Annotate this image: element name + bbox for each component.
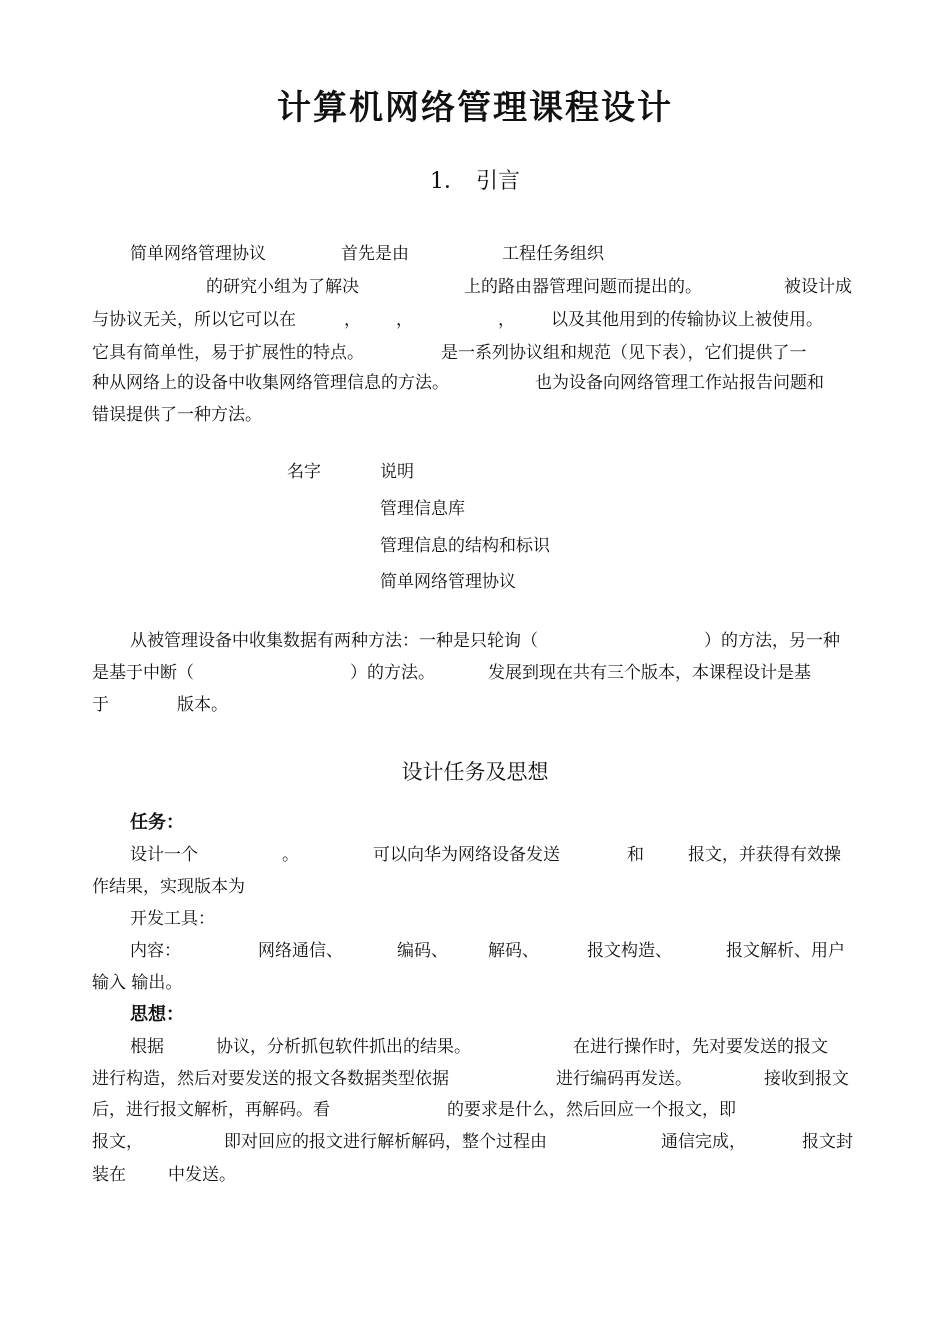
- text-line-segment: 它具有简单性，易于扩展性的特点。: [92, 343, 364, 363]
- text-line-segment: 报文，并获得有效操: [688, 845, 841, 865]
- text-line-segment: 上的路由器管理问题而提出的。: [464, 277, 702, 297]
- text-line-segment: 可以向华为网络设备发送: [373, 845, 560, 865]
- text-line-segment: 装在: [92, 1165, 126, 1185]
- text-line-segment: 通信完成，: [661, 1132, 746, 1152]
- text-line-segment: 中发送。: [168, 1165, 236, 1185]
- text-line-segment: ，: [344, 310, 361, 330]
- text-line-segment: ，: [498, 310, 515, 330]
- text-line-segment: 错误提供了一种方法。: [92, 405, 262, 425]
- text-line-segment: 根据: [130, 1037, 164, 1057]
- text-line-segment: 的要求是什么，然后回应一个报文，即: [447, 1100, 736, 1120]
- text-line-segment: 解码、: [488, 941, 539, 961]
- text-line-segment: 报文构造、: [587, 941, 672, 961]
- text-line-segment: 进行构造，然后对要发送的报文各数据类型依据: [92, 1069, 449, 1089]
- text-line-segment: 简单网络管理协议: [130, 244, 266, 264]
- table-header-name: 名字: [287, 462, 321, 482]
- text-line-segment: 的研究小组为了解决: [206, 277, 359, 297]
- section-heading-intro: [0, 164, 950, 195]
- text-line-segment: 首先是由: [341, 244, 409, 264]
- text-line-segment: 进行编码再发送。: [556, 1069, 692, 1089]
- text-line-segment: 版本。: [177, 695, 228, 715]
- text-line-segment: 工程任务组织: [502, 244, 604, 264]
- text-line-segment: 发展到现在共有三个版本，本课程设计是基: [488, 663, 811, 683]
- text-line-segment: 也为设备向网络管理工作站报告问题和: [535, 373, 824, 393]
- document-title: 计算机网络管理课程设计: [277, 88, 673, 128]
- text-line-segment: 于: [92, 695, 109, 715]
- task-heading: 任务：: [130, 812, 184, 833]
- text-line-segment: 输入 输出。: [92, 973, 183, 993]
- text-line-segment: 编码、: [397, 941, 448, 961]
- text-line-segment: ）的方法。: [350, 663, 435, 683]
- text-line-segment: 设计一个: [130, 845, 198, 865]
- text-line-segment: 和: [627, 845, 644, 865]
- text-line-segment: 是基于中断（: [92, 663, 194, 683]
- text-line-segment: 从被管理设备中收集数据有两种方法：一种是只轮询（: [130, 631, 538, 651]
- text-line-segment: 作结果，实现版本为: [92, 877, 245, 897]
- text-line-segment: 内容：: [130, 941, 181, 961]
- text-line-segment: ，: [396, 310, 413, 330]
- section-number: 1．: [429, 169, 466, 194]
- text-line-segment: 接收到报文: [764, 1069, 849, 1089]
- text-line-segment: 即对回应的报文进行解析解码，整个过程由: [224, 1132, 547, 1152]
- text-line-segment: 在进行操作时，先对要发送的报文: [573, 1037, 828, 1057]
- table-row: 管理信息库: [380, 499, 465, 519]
- text-line-segment: 开发工具：: [130, 909, 215, 929]
- section-heading-design: 设计任务及思想: [401, 760, 549, 784]
- text-line-segment: 与协议无关，所以它可以在: [92, 310, 296, 330]
- table-row: 简单网络管理协议: [380, 572, 516, 592]
- text-line-segment: 后，进行报文解析，再解码。看: [92, 1100, 330, 1120]
- idea-heading: 思想：: [130, 1004, 184, 1025]
- text-line-segment: 种从网络上的设备中收集网络管理信息的方法。: [92, 373, 449, 393]
- text-line-segment: 网络通信、: [258, 941, 343, 961]
- text-line-segment: ）的方法，另一种: [704, 631, 840, 651]
- section-title: 引言: [475, 169, 520, 194]
- text-line-segment: 被设计成: [784, 277, 852, 297]
- table-row: 管理信息的结构和标识: [380, 536, 550, 556]
- text-line-segment: 报文解析、用户: [726, 941, 845, 961]
- text-line-segment: 以及其他用到的传输协议上被使用。: [551, 310, 823, 330]
- text-line-segment: 。: [282, 845, 299, 865]
- text-line-segment: 报文，: [92, 1132, 143, 1152]
- text-line-segment: 协议，分析抓包软件抓出的结果。: [216, 1037, 471, 1057]
- text-line-segment: 报文封: [802, 1132, 853, 1152]
- text-line-segment: 是一系列协议组和规范（见下表），它们提供了一: [441, 343, 807, 363]
- table-header-description: 说明: [380, 462, 414, 482]
